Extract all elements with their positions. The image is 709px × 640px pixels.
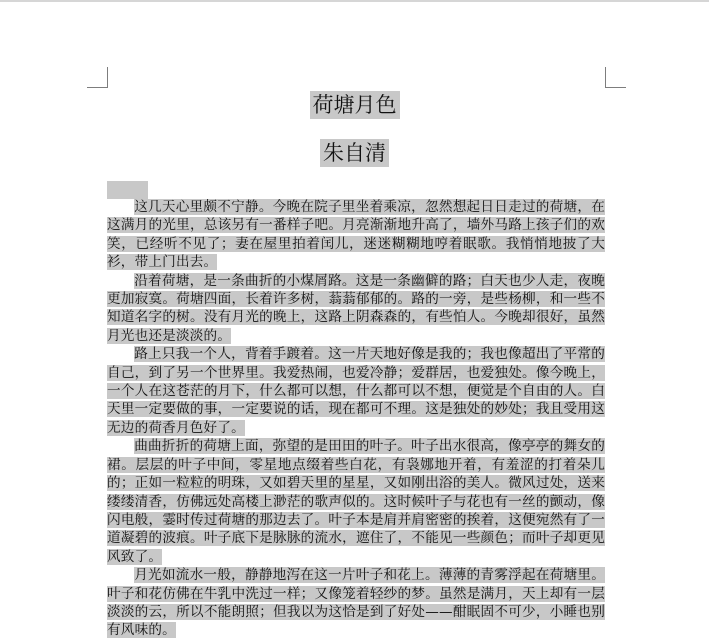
paragraph-3-text[interactable]: 路上只我一个人，背着手踱着。这一片天地好像是我的；我也像超出了平常的自己，到了另一个世界里。我爱热闹，也爱冷静；爱群居，也爱独处。像今晚上，一个人在这苍茫的月下，什么都可以想，什么都可以不想，便觉是个自由的人。白天里一定要做的事，一定要说的话，现在都可不理。这是独处的妙处；我且受用这无边的荷香月色好了。 <box>107 346 605 436</box>
paragraph-5[interactable] <box>107 566 605 640</box>
paragraph-2-text[interactable]: 沿着荷塘，是一条曲折的小煤屑路。这是一条幽僻的路；白天也少人走，夜晚更加寂寞。荷塘四面，长着许多树，蓊蓊郁郁的。路的一旁，是些杨柳，和一些不知道名字的树。没有月光的晚上，这路上阴森森的，有些怕人。今晚却很好，虽然月光也还是淡淡的。 <box>107 272 605 344</box>
paragraph-1-text[interactable]: 这几天心里颇不宁静。今晚在院子里坐着乘凉，忽然想起日日走过的荷塘，在这满月的光里，总该另有一番样子吧。月亮渐渐地升高了，墙外马路上孩子们的欢笑，已经听不见了；妻在屋里拍着闰儿，迷迷糊糊地哼着眠歌。我悄悄地披了大衫，带上门出去。 <box>107 199 605 271</box>
margin-corner-top-left <box>87 67 108 88</box>
paragraph-4-text[interactable]: 曲曲折折的荷塘上面，弥望的是田田的叶子。叶子出水很高，像亭亭的舞女的裙。层层的叶子中间，零星地点缀着些白花，有袅娜地开着，有羞涩的打着朵儿的；正如一粒粒的明珠，又如碧天里的星星，又如刚出浴的美人。微风过处，送来缕缕清香，仿佛远处高楼上渺茫的歌声似的。这时候叶子与花也有一丝的颤动，像闪电般，霎时传过荷塘的那边去了。叶子本是肩并肩密密的挨着，这便宛然有了一道凝碧的波痕。叶子底下是脉脉的流水，遮住了，不能见一些颜色；而叶子却更见风致了。 <box>107 438 605 565</box>
margin-corner-top-right <box>605 67 626 88</box>
paragraph-4[interactable] <box>107 437 605 566</box>
paragraph-3[interactable] <box>107 345 605 437</box>
paragraph-5-text[interactable]: 月光如流水一般，静静地泻在这一片叶子和花上。薄薄的青雾浮起在荷塘里。叶子和花仿佛在牛乳中洗过一样；又像笼着轻纱的梦。虽然是满月，天上却有一层淡淡的云，所以不能朗照；但我以为这恰是到了好处——酣眠固不可少，小睡也别有风味的。 <box>107 567 605 639</box>
document-title[interactable] <box>0 88 709 122</box>
document-title-text[interactable]: 荷塘月色 <box>310 91 400 119</box>
paragraph-2[interactable] <box>107 272 605 346</box>
document-author[interactable] <box>0 136 709 170</box>
document-author-text[interactable]: 朱自清 <box>320 139 389 167</box>
paragraph-1[interactable] <box>107 198 605 272</box>
document-body[interactable] <box>107 198 605 640</box>
selection-highlight <box>107 181 148 199</box>
